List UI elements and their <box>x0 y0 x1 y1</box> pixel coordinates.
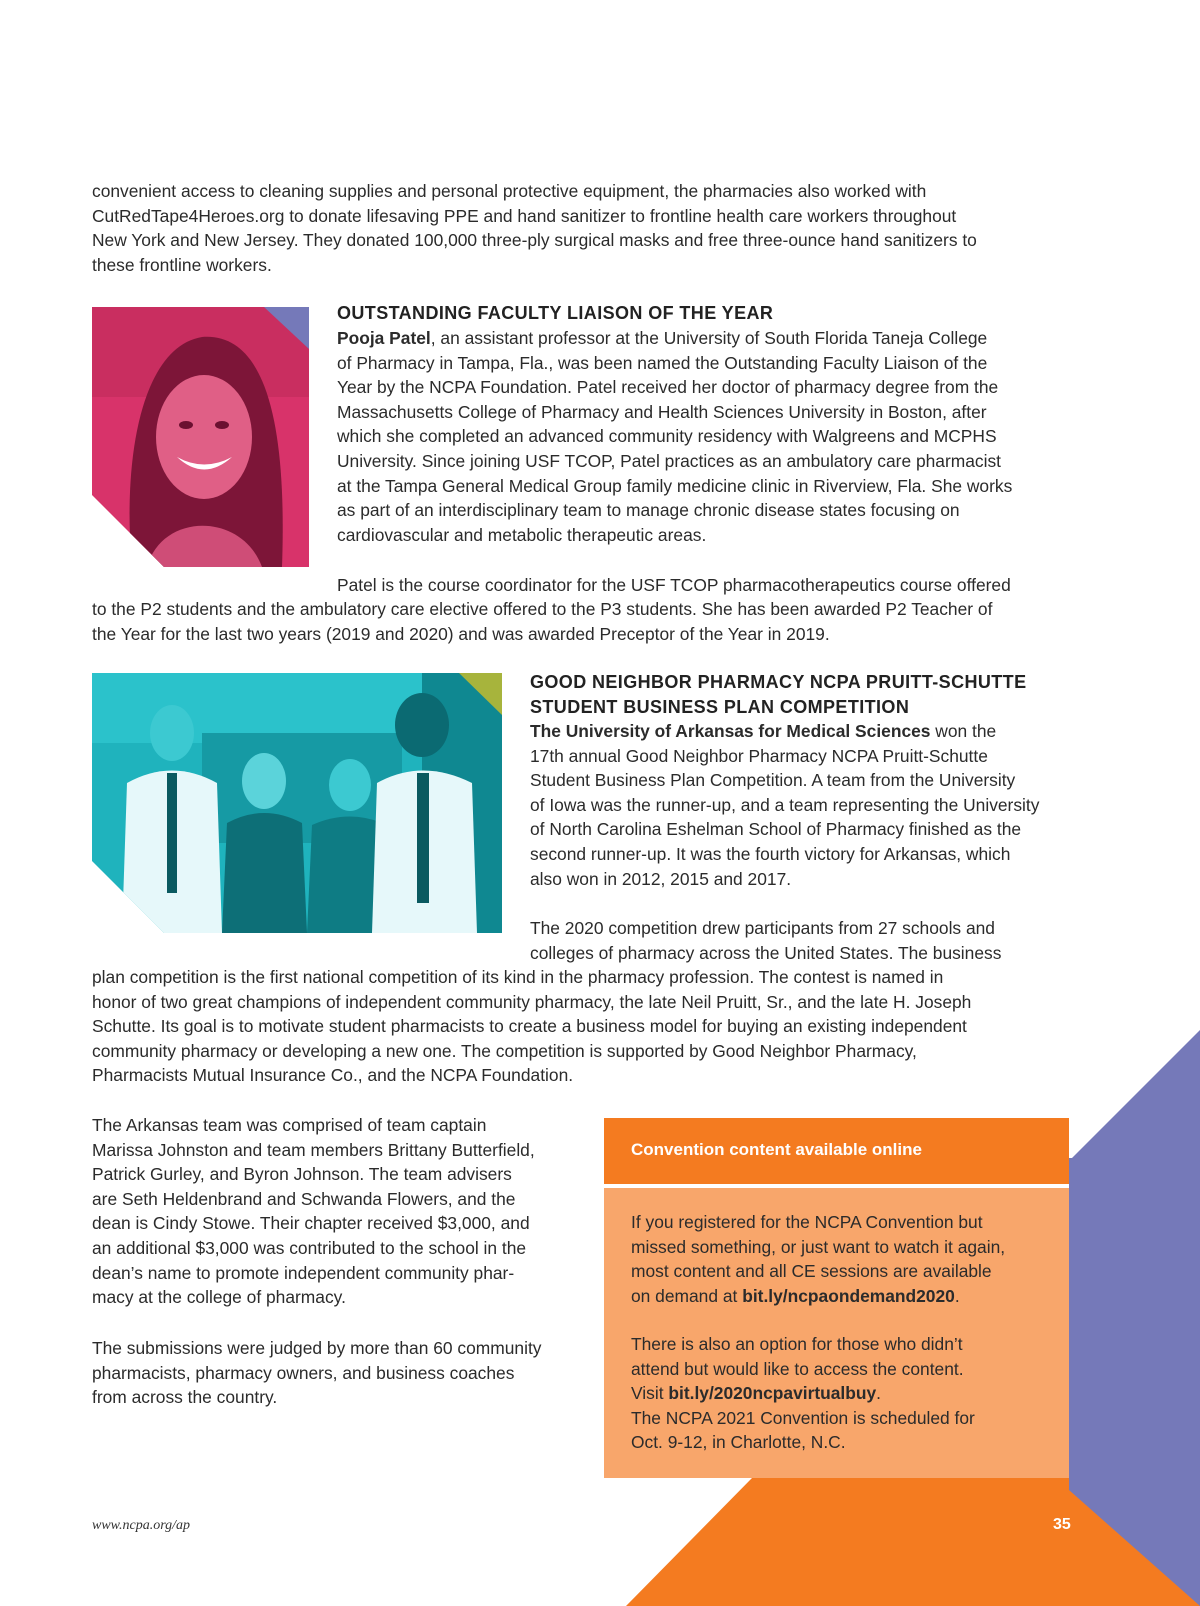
faculty-p2-line: to the P2 students and the ambulatory care elective offered to the P3 students. She has been awarded P2 Teacher of <box>92 599 993 619</box>
team-line: macy at the college of pharmacy. <box>92 1287 346 1308</box>
competition-line: of Iowa was the runner-up, and a team representing the University <box>530 794 1040 815</box>
competition-line: second runner-up. It was the fourth victory for Arkansas, which <box>530 843 1011 864</box>
competition-winner: The University of Arkansas for Medical Sciences <box>530 721 931 741</box>
competition-heading-line: STUDENT BUSINESS PLAN COMPETITION <box>530 696 910 717</box>
team-paragraph <box>92 1113 535 1310</box>
judges-paragraph <box>92 1336 541 1410</box>
competition-p2-top <box>530 916 1001 965</box>
ondemand-link[interactable]: bit.ly/ncpaondemand2020 <box>742 1285 955 1306</box>
callout-line: on demand at <box>631 1285 743 1306</box>
faculty-line: University. Since joining USF TCOP, Patel practices as an ambulatory care pharmacist <box>337 450 1002 471</box>
callout-title: Convention content available online <box>631 1140 922 1159</box>
callout-line: The NCPA 2021 Convention is scheduled for <box>631 1407 975 1428</box>
team-line: Patrick Gurley, and Byron Johnson. The team advisers <box>92 1164 512 1185</box>
team-line: are Seth Heldenbrand and Schwanda Flowers, and the <box>92 1188 516 1209</box>
team-line: dean’s name to promote independent community phar- <box>92 1262 515 1283</box>
callout-line: missed something, or just want to watch it again, <box>631 1236 1006 1257</box>
page-number: 35 <box>1053 1516 1071 1533</box>
callout-paragraph-2 <box>631 1332 975 1455</box>
faculty-line: of Pharmacy in Tampa, Fla., was been named the Outstanding Faculty Liaison of the <box>337 352 988 373</box>
competition-line: also won in 2012, 2015 and 2017. <box>530 868 792 889</box>
competition-line: of North Carolina Eshelman School of Pharmacy finished as the <box>530 819 1022 840</box>
team-photo <box>92 673 502 933</box>
virtualbuy-link[interactable]: bit.ly/2020ncpavirtualbuy <box>668 1383 877 1404</box>
callout-punct: . <box>876 1383 882 1404</box>
callout-line: If you registered for the NCPA Convention but <box>631 1212 983 1232</box>
faculty-paragraph <box>337 326 1012 547</box>
callout-line: attend but would like to access the content. <box>631 1358 964 1379</box>
intro-line: New York and New Jersey. They donated 100,000 three-ply surgical masks and free three-ounce hand sanitizers to <box>92 230 977 251</box>
faculty-line: at the Tampa General Medical Group family medicine clinic in Riverview, Fla. She works <box>337 475 1013 496</box>
judges-line: from across the country. <box>92 1387 278 1408</box>
competition-paragraph <box>530 719 1039 891</box>
faculty-p2-line: the Year for the last two years (2019 and 2020) and was awarded Preceptor of the Year in 2019. <box>92 623 830 644</box>
footer-url[interactable]: www.ncpa.org/ap <box>92 1518 191 1533</box>
faculty-line: Year by the NCPA Foundation. Patel received her doctor of pharmacy degree from the <box>337 377 999 398</box>
team-line: Marissa Johnston and team members Brittany Butterfield, <box>92 1139 535 1160</box>
judges-line: pharmacists, pharmacy owners, and business coaches <box>92 1362 515 1383</box>
competition-p2-line: Pharmacists Mutual Insurance Co., and the NCPA Foundation. <box>92 1065 574 1086</box>
competition-p2-line: honor of two great champions of independent community pharmacy, the late Neil Pruitt, Sr., and the late H. Joseph <box>92 991 972 1012</box>
callout-punct: . <box>954 1285 960 1306</box>
portrait-photo <box>92 307 309 567</box>
competition-line: 17th annual Good Neighbor Pharmacy NCPA Pruitt-Schutte <box>530 745 988 766</box>
intro-line: these frontline workers. <box>92 254 272 275</box>
callout-body <box>604 1188 1069 1478</box>
team-line: dean is Cindy Stowe. Their chapter received $3,000, and <box>92 1213 530 1234</box>
competition-heading-line: GOOD NEIGHBOR PHARMACY NCPA PRUITT-SCHUTTE <box>530 672 1027 692</box>
faculty-line: cardiovascular and metabolic therapeutic areas. <box>337 524 707 545</box>
callout-line: Oct. 9-12, in Charlotte, N.C. <box>631 1432 846 1453</box>
faculty-line: , an assistant professor at the University of South Florida Taneja College <box>430 328 988 348</box>
competition-line: Student Business Plan Competition. A team from the University <box>530 770 1016 791</box>
callout-line: Visit <box>631 1383 669 1404</box>
callout-line: There is also an option for those who didn’t <box>631 1334 963 1354</box>
faculty-name: Pooja Patel <box>337 328 431 348</box>
faculty-p2-first: Patel is the course coordinator for the USF TCOP pharmacotherapeutics course offered <box>337 575 1011 595</box>
intro-line: CutRedTape4Heroes.org to donate lifesaving PPE and hand sanitizer to frontline health care workers throughout <box>92 205 957 226</box>
judges-line: The submissions were judged by more than 60 community <box>92 1338 542 1358</box>
competition-heading <box>530 670 1026 719</box>
faculty-heading: OUTSTANDING FACULTY LIAISON OF THE YEAR <box>337 303 774 323</box>
faculty-line: as part of an interdisciplinary team to manage chronic disease states focusing on <box>337 500 960 521</box>
team-line: an additional $3,000 was contributed to the school in the <box>92 1237 527 1258</box>
team-line: The Arkansas team was comprised of team captain <box>92 1115 487 1135</box>
intro-line: convenient access to cleaning supplies and personal protective equipment, the pharmacies also worked with <box>92 181 927 201</box>
faculty-line: Massachusetts College of Pharmacy and Health Sciences University in Boston, after <box>337 401 987 422</box>
callout-header <box>604 1118 1069 1184</box>
competition-p2-line: community pharmacy or developing a new one. The competition is supported by Good Neighbor Pharmacy, <box>92 1040 917 1061</box>
competition-p2-line: Schutte. Its goal is to motivate student pharmacists to create a business model for buying an existing independent <box>92 1016 967 1037</box>
faculty-line: which she completed an advanced community residency with Walgreens and MCPHS <box>337 426 997 447</box>
competition-p2-rest <box>92 965 971 1088</box>
callout-paragraph-1 <box>631 1210 1005 1308</box>
competition-p2-line: The 2020 competition drew participants from 27 schools and <box>530 918 995 938</box>
competition-line: won the <box>930 721 997 741</box>
competition-p2-line: colleges of pharmacy across the United States. The business <box>530 942 1002 963</box>
callout-line: most content and all CE sessions are available <box>631 1261 992 1282</box>
intro-paragraph <box>92 179 977 277</box>
faculty-p2-rest <box>92 597 992 646</box>
competition-p2-line: plan competition is the first national competition of its kind in the pharmacy profession. The contest is named in <box>92 967 944 987</box>
